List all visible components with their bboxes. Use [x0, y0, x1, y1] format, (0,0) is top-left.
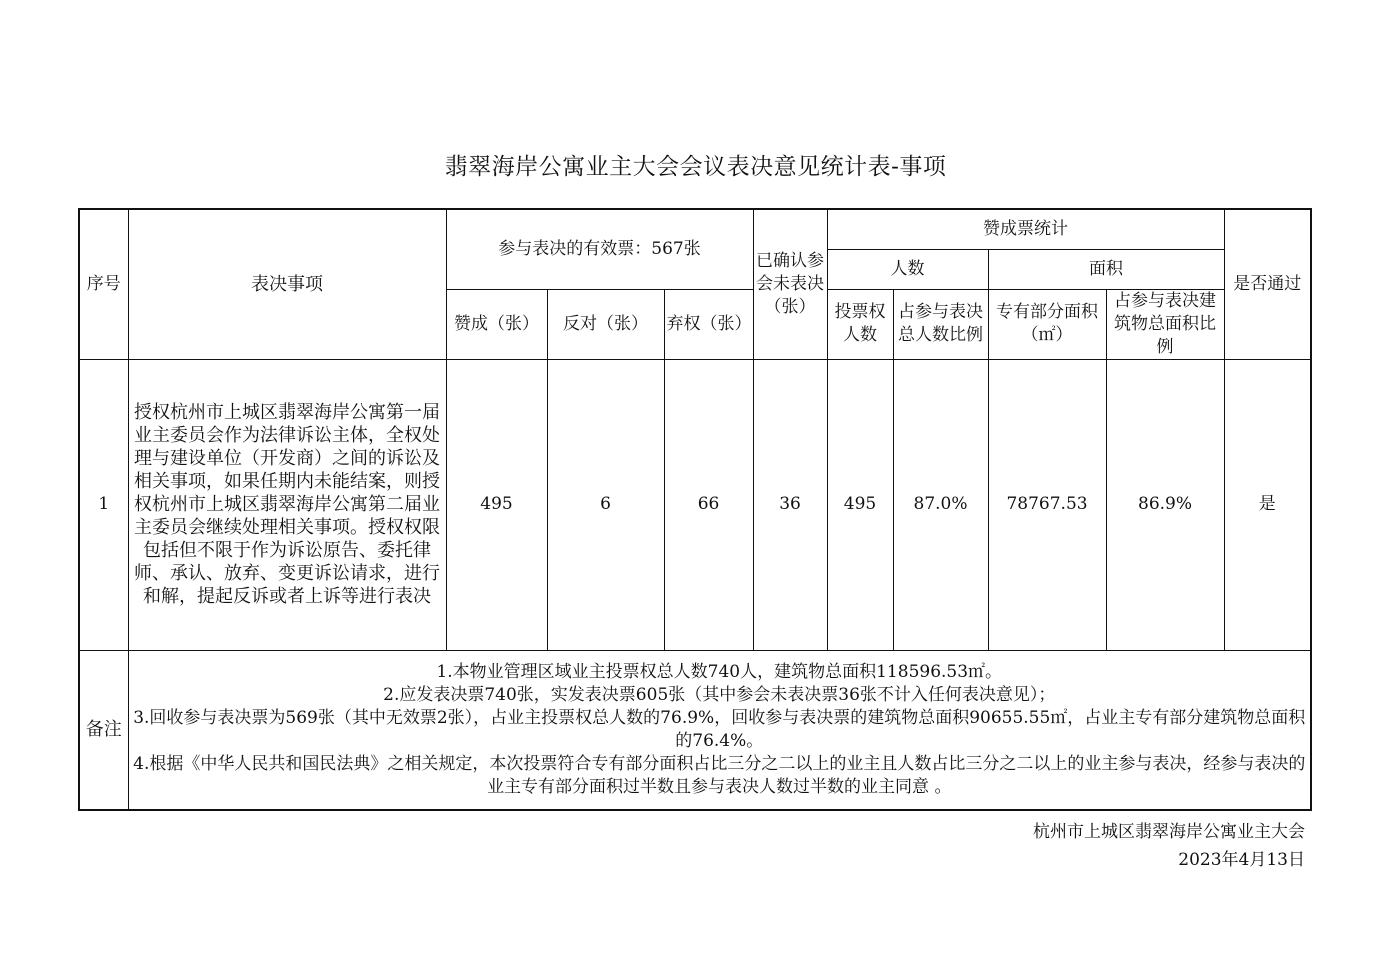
header-people: 人数	[827, 249, 988, 289]
note-item-2: 2.应发表决票740张，实发表决票605张（其中参会未表决票36张不计入任何表决意见）；	[383, 684, 1056, 705]
header-oppose: 反对（张）	[547, 289, 664, 359]
header-exclusive-area: 专有部分面积（㎡）	[988, 289, 1106, 359]
notes-label: 备注	[79, 650, 128, 810]
row-passed: 是	[1224, 359, 1311, 650]
header-voting-people: 投票权人数	[827, 289, 893, 359]
row-matter: 授权杭州市上城区翡翠海岸公寓第一届业主委员会作为法律诉讼主体，全权处理与建设单位（开发商）之间的诉讼及相关事项，如果任期内未能结案，则授权杭州市上城区翡翠海岸公寓第二届业主委员会继续处理相关事项。授权权限包括但不限于作为诉讼原告、委托律师、承认、放弃、变更诉讼请求，进行和解，提起反诉或者上诉等进行表决	[128, 359, 446, 650]
row-exclusive-area: 78767.53	[988, 359, 1106, 650]
header-people-ratio: 占参与表决总人数比例	[893, 289, 988, 359]
vote-statistics-table	[78, 208, 1312, 811]
row-people-ratio: 87.0%	[893, 359, 988, 650]
notes-row	[79, 650, 1311, 810]
row-approve: 495	[446, 359, 547, 650]
notes-content	[128, 650, 1311, 810]
header-matter: 表决事项	[128, 209, 446, 359]
header-approve-stats: 赞成票统计	[827, 209, 1224, 249]
note-item-3: 3.回收参与表决票为569张（其中无效票2张），占业主投票权总人数的76.9%，回收参与表决票的建筑物总面积90655.55㎡，占业主专有部分建筑物总面积的76.4%。	[133, 707, 1306, 751]
signature-org: 杭州市上城区翡翠海岸公寓业主大会	[1033, 822, 1305, 842]
table-row	[79, 359, 1311, 650]
header-area-ratio: 占参与表决建筑物总面积比例	[1106, 289, 1224, 359]
signature-date: 2023年4月13日	[1178, 850, 1305, 870]
row-seq: 1	[79, 359, 128, 650]
row-confirmed-not-voted: 36	[753, 359, 827, 650]
row-abstain: 66	[664, 359, 753, 650]
page-title: 翡翠海岸公寓业主大会会议表决意见统计表-事项	[444, 154, 947, 180]
header-approve: 赞成（张）	[446, 289, 547, 359]
header-confirmed-not-voted: 已确认参会未表决（张）	[753, 209, 827, 359]
header-passed: 是否通过	[1224, 209, 1311, 359]
note-item-4: 4.根据《中华人民共和国民法典》之相关规定，本次投票符合专有部分面积占比三分之二以上的业主且人数占比三分之二以上的业主参与表决，经参与表决的业主专有部分面积过半数且参与表决人数过半数的业主同意 。	[133, 753, 1306, 797]
row-oppose: 6	[547, 359, 664, 650]
header-seq: 序号	[79, 209, 128, 359]
header-abstain: 弃权（张）	[664, 289, 753, 359]
note-item-1: 1.本物业管理区域业主投票权总人数740人，建筑物总面积118596.53㎡。	[436, 661, 1003, 682]
row-voting-people: 495	[827, 359, 893, 650]
header-area: 面积	[988, 249, 1224, 289]
row-area-ratio: 86.9%	[1106, 359, 1224, 650]
header-valid-votes: 参与表决的有效票：567张	[446, 209, 753, 289]
